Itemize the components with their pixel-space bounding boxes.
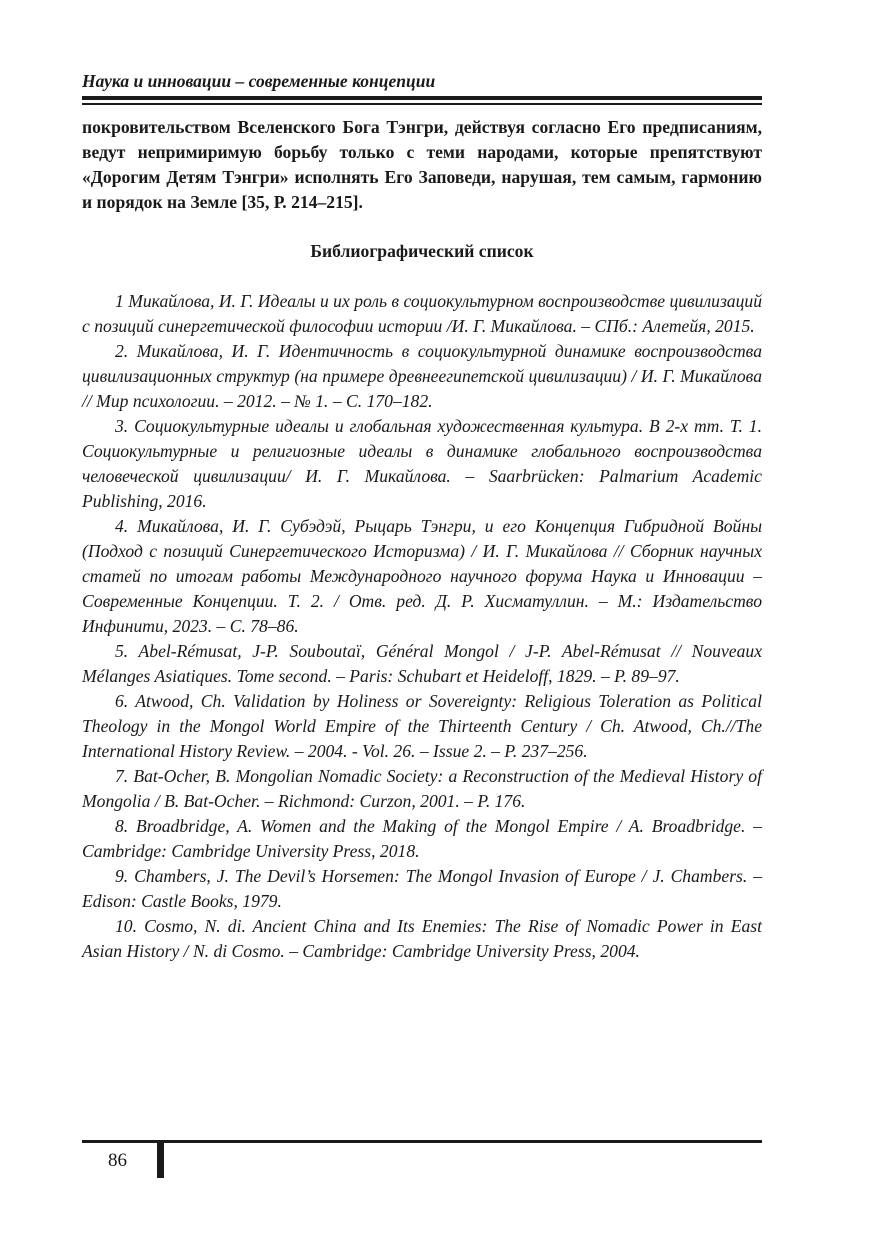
reference-item: 4. Микайлова, И. Г. Субэдэй, Рыцарь Тэнгри, и его Концепция Гибридной Войны (Подход с позиций Синергетического Историзма) / И. Г. Микайлова // Сборник научных статей по итогам работы Международного научного форума Наука и Инновации – Современные Концепции. Т. 2. / Отв. ред. Д. Р. Хисматуллин. – М.: Издательство Инфинити, 2023. – С. 78–86. xyxy=(82,516,762,636)
running-header: Наука и инновации – современные концепции xyxy=(82,71,436,91)
header-rule-thin xyxy=(82,103,762,105)
reference-list xyxy=(82,289,762,964)
section-title: Библиографический список xyxy=(310,241,534,261)
body-paragraph: покровительством Вселенского Бога Тэнгри, действуя согласно Его предписаниям, ведут непримиримую борьбу только с теми народами, которые препятствуют «Дорогим Детям Тэнгри» исполнять Его Заповеди, нарушая, тем самым, гармонию и порядок на Земле [35, Р. 214–215]. xyxy=(82,117,762,212)
header-rule-thick xyxy=(82,96,762,100)
reference-item: 7. Bat-Ocher, B. Mongolian Nomadic Society: a Reconstruction of the Medieval History of Mongolia / B. Bat-Ocher. – Richmond: Curzon, 2001. – P. 176. xyxy=(82,766,762,811)
footer-bar xyxy=(157,1143,164,1178)
reference-item: 1 Микайлова, И. Г. Идеалы и их роль в социокультурном воспроизводстве цивилизаций с позиций синергетической философии истории /И. Г. Микайлова. – СПб.: Алетейя, 2015. xyxy=(82,291,762,336)
reference-item: 9. Chambers, J. The Devil’s Horsemen: The Mongol Invasion of Europe / J. Chambers. – Edison: Castle Books, 1979. xyxy=(82,866,762,911)
reference-item: 6. Atwood, Ch. Validation by Holiness or Sovereignty: Religious Toleration as Political Theology in the Mongol World Empire of the Thirteenth Century / Ch. Atwood, Ch.//The International History Review. – 2004. - Vol. 26. – Issue 2. – P. 237–256. xyxy=(82,691,762,761)
reference-item: 8. Broadbridge, A. Women and the Making of the Mongol Empire / A. Broadbridge. – Cambridge: Cambridge University Press, 2018. xyxy=(82,816,762,861)
page-number: 86 xyxy=(108,1150,127,1171)
footer-rule xyxy=(82,1140,762,1143)
reference-item: 5. Abel-Rémusat, J-P. Souboutaï, Général Mongol / J-P. Abel-Rémusat // Nouveaux Mélanges Asiatiques. Tome second. – Paris: Schubart et Heideloff, 1829. – P. 89–97. xyxy=(82,641,762,686)
reference-item: 2. Микайлова, И. Г. Идентичность в социокультурной динамике воспроизводства цивилизационных структур (на примере древнеегипетской цивилизации) / И. Г. Микайлова // Мир психологии. – 2012. – № 1. – С. 170–182. xyxy=(82,341,762,411)
reference-item: 3. Социокультурные идеалы и глобальная художественная культура. В 2-х тт. Т. 1. Социокультурные и религиозные идеалы в динамике глобального воспроизводства человеческой цивилизации/ И. Г. Микайлова. – Saarbrücken: Palmarium Academic Publishing, 2016. xyxy=(82,416,762,511)
reference-item: 10. Cosmo, N. di. Ancient China and Its Enemies: The Rise of Nomadic Power in East Asian History / N. di Cosmo. – Cambridge: Cambridge University Press, 2004. xyxy=(82,916,762,961)
